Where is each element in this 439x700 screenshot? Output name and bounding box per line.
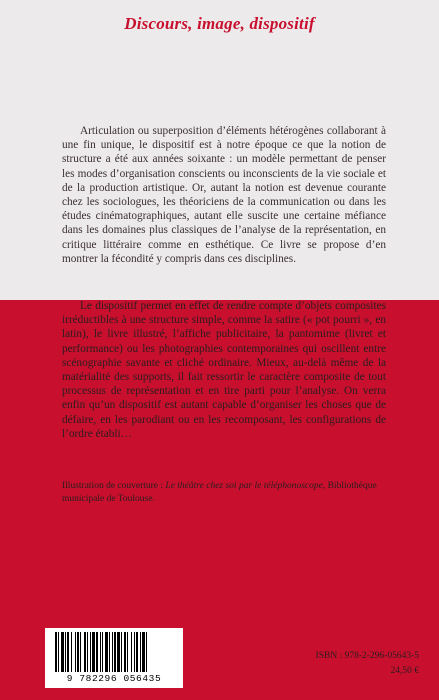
summary-paragraph-2: Le dispositif permet en effet de rendre compte d’objets composites irréductibles à une structure simple, comme la satire (« pot pourri », en latin), le livre illustré, l’affiche publicitaire, la pantomime (livret et performance) ou les photographies contemporaines qui oscillent entre scénographie savante et cliché ordinaire. Mieux, au-delà même de la matérialité des supports, il fait ressortir le caractère composite de tout processus de représentation et en tire parti pour l’analyse. On verra enfin qu’un dispositif est autant capable d’organiser les choses que de défaire, en les parodiant ou en les recomposant, les configurations de l’ordre établi… bbox=[62, 300, 386, 440]
barcode-bar bbox=[58, 632, 59, 672]
barcode-bar bbox=[136, 632, 138, 672]
summary-paragraph-1: Articulation ou superposition d’éléments hétérogènes collaborant à une fin unique, le dispositif est à notre époque ce que la notion de structure a été aux années soixante : un modèle permettant de penser les modes d’organisation conscients ou inconscients de la vie sociale et de la production artistique. Or, autant la notion est devenue courante chez les sociologues, les théoriciens de la communication ou dans les études cinématographiques, autant elle suscite une certaine méfiance dans les domaines plus classiques de l’analyse de la représentation, en critique littéraire comme en esthétique. Ce livre se propose d’en montrer la fécondité y compris dans ces disciplines. bbox=[62, 125, 386, 265]
barcode-bar bbox=[117, 632, 120, 672]
barcode-bar bbox=[124, 632, 126, 672]
barcode-bars bbox=[53, 632, 175, 672]
barcode-bar bbox=[96, 632, 98, 672]
barcode-bar bbox=[140, 632, 141, 672]
barcode-bar bbox=[61, 632, 64, 672]
barcode-bar bbox=[84, 632, 86, 672]
price: 24,50 € bbox=[390, 666, 419, 676]
barcode-bar bbox=[114, 632, 116, 672]
barcode-bar bbox=[131, 632, 132, 672]
barcode-bar bbox=[102, 632, 103, 672]
barcode-bar bbox=[112, 632, 113, 672]
barcode-bar bbox=[77, 632, 79, 672]
barcode-bar bbox=[65, 632, 66, 672]
barcode-bar bbox=[142, 632, 145, 672]
barcode-bar bbox=[146, 632, 147, 672]
barcode-bar bbox=[105, 632, 108, 672]
barcode-bar bbox=[80, 632, 81, 672]
book-title: Discours, image, dispositif bbox=[124, 14, 315, 33]
isbn: ISBN : 978-2-296-05643-5 bbox=[315, 651, 419, 661]
barcode-bar bbox=[109, 632, 110, 672]
barcode-digits: 9 782296 056435 bbox=[66, 673, 162, 684]
barcode-bar bbox=[67, 632, 69, 672]
barcode-bar bbox=[100, 632, 101, 672]
barcode-bar bbox=[121, 632, 122, 672]
barcode-bar bbox=[127, 632, 128, 672]
barcode-bar bbox=[55, 632, 57, 672]
barcode bbox=[45, 628, 183, 688]
credit-title: Le théâtre chez soi par le téléphonoscope bbox=[165, 481, 323, 491]
barcode-bar bbox=[75, 632, 76, 672]
barcode-bar bbox=[90, 632, 91, 672]
barcode-bar bbox=[87, 632, 88, 672]
credit-suffix: , Bibliothèque municipale de Toulouse. bbox=[62, 481, 377, 504]
barcode-bar bbox=[134, 632, 135, 672]
barcode-bar bbox=[71, 632, 72, 672]
cover-illustration-credit bbox=[62, 480, 392, 506]
barcode-bar bbox=[92, 632, 95, 672]
credit-prefix: Illustration de couverture : bbox=[62, 481, 166, 491]
